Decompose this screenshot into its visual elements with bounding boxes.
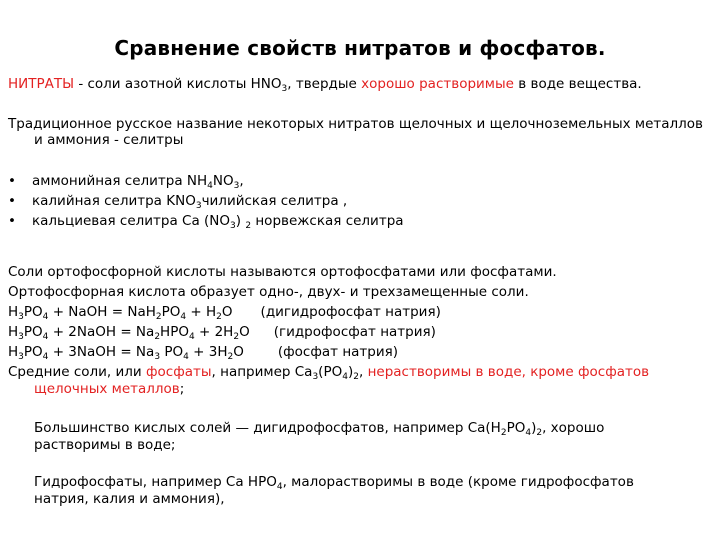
item-text: , — [239, 173, 244, 189]
eq-sub: 4 — [42, 352, 49, 362]
list-item — [8, 211, 404, 231]
eq-text: + 3H — [188, 344, 228, 360]
acid-sub: 4 — [525, 428, 532, 438]
eq-sub: 2 — [216, 312, 222, 322]
nitrates-text-2: , твердые — [287, 76, 362, 92]
eq-text: O — [221, 304, 233, 320]
medium-text: (PO — [318, 364, 343, 380]
equation-3 — [8, 342, 708, 362]
medium-salts-text — [8, 362, 708, 398]
acid-text: ) — [531, 420, 537, 436]
eq-sub: 2 — [155, 312, 162, 322]
eq-note: (дигидрофосфат натрия) — [260, 304, 441, 320]
bullet-icon: • — [8, 213, 16, 229]
eq-sub: 4 — [42, 332, 49, 342]
eq-sub: 3 — [18, 352, 24, 362]
eq-text: O — [233, 344, 244, 360]
medium-text: ; — [179, 381, 185, 397]
eq-text: PO — [161, 304, 181, 320]
phosphates-line-1: Соли ортофосфорной кислоты называются ортофосфатами или фосфатами. — [8, 264, 557, 280]
eq-sub: 3 — [18, 312, 24, 322]
nitrates-label: НИТРАТЫ — [8, 76, 75, 92]
phosphates-section — [8, 262, 708, 398]
nitrates-definition — [8, 76, 714, 92]
medium-sub: 4 — [342, 372, 348, 382]
medium-text: , — [358, 364, 368, 380]
eq-note: (гидрофосфат натрия) — [273, 324, 436, 340]
eq-text: + H — [186, 304, 217, 320]
hydrophosphates-text — [34, 474, 664, 508]
eq-sub: 3 — [154, 352, 161, 362]
item-text: ) — [235, 213, 246, 229]
phosphates-line-2: Ортофосфорная кислота образует одно-, двух- и трехзамещенные соли. — [8, 284, 529, 300]
medium-text: ) — [347, 364, 354, 380]
item-sub: 3 — [195, 201, 202, 211]
medium-highlight: нерастворимы в воде, кроме фосфатов щелочных металлов — [34, 364, 650, 397]
eq-text: PO — [23, 324, 43, 340]
traditional-name-text: Традиционное русское название некоторых нитратов щелочных и щелочноземельных металлов и аммония - селитры — [8, 116, 704, 148]
eq-sub: 4 — [183, 352, 189, 362]
acid-text: Гидрофосфаты, например Ca HPO — [34, 474, 277, 490]
eq-text: H — [8, 304, 19, 320]
acid-sub: 2 — [536, 428, 543, 438]
list-item — [8, 171, 404, 191]
item-sub: 2 — [245, 221, 252, 231]
acid-text: Большинство кислых солей — дигидрофосфатов, например Ca(H — [34, 420, 501, 436]
item-sub: 3 — [230, 221, 236, 231]
medium-sub: 3 — [312, 372, 319, 382]
eq-text: + NaOH = NaH — [48, 304, 156, 320]
medium-highlight: фосфаты — [145, 364, 212, 380]
item-sub: 3 — [233, 181, 240, 191]
medium-sub: 2 — [353, 372, 359, 382]
eq-sub: 2 — [154, 332, 161, 342]
medium-text: Средние соли, или — [8, 364, 146, 380]
bullet-icon: • — [8, 193, 16, 209]
medium-text: , например Ca — [211, 364, 313, 380]
acid-text: , хорошо растворимы в воде; — [34, 420, 605, 453]
eq-text: PO — [23, 304, 43, 320]
item-text: NO — [212, 173, 234, 189]
acid-sub: 2 — [500, 428, 507, 438]
equation-1 — [8, 302, 708, 322]
page-title: Сравнение свойств нитратов и фосфатов. — [114, 36, 606, 60]
acid-text: PO — [506, 420, 526, 436]
eq-text: PO — [160, 344, 184, 360]
item-text: кальциевая селитра Ca (NO — [32, 213, 231, 229]
bullet-icon: • — [8, 173, 16, 189]
eq-sub: 4 — [42, 312, 49, 322]
item-sub: 4 — [207, 181, 213, 191]
item-text: чилийская селитра , — [201, 193, 348, 209]
eq-text: HPO — [160, 324, 189, 340]
eq-text: H — [8, 324, 19, 340]
item-text: норвежская селитра — [251, 213, 404, 229]
saltpeter-list — [8, 171, 404, 231]
acid-sub: 4 — [276, 482, 283, 492]
eq-sub: 2 — [227, 352, 234, 362]
eq-sub: 2 — [233, 332, 240, 342]
nitrates-text-3: в воде вещества. — [513, 76, 642, 92]
eq-text: + 2NaOH = Na — [48, 324, 155, 340]
list-item — [8, 191, 404, 211]
eq-text: PO — [23, 344, 43, 360]
eq-sub: 4 — [188, 332, 195, 342]
nitrates-text-1: - соли азотной кислоты HNO — [74, 76, 282, 92]
item-text: калийная селитра KNO — [32, 193, 196, 209]
nitrates-subscript: 3 — [281, 84, 288, 94]
eq-sub: 3 — [18, 332, 24, 342]
eq-text: + 3NaOH = Na — [48, 344, 155, 360]
item-text: аммонийная селитра NH — [32, 173, 208, 189]
eq-sub: 4 — [180, 312, 187, 322]
eq-text: H — [8, 344, 19, 360]
eq-text: + 2H — [194, 324, 234, 340]
nitrates-highlight: хорошо растворимые — [361, 76, 514, 92]
eq-text: O — [239, 324, 250, 340]
acid-text: , малорастворимы в воде (кроме гидрофосфатов натрия, калия и аммония), — [34, 474, 634, 507]
eq-note: (фосфат натрия) — [277, 344, 399, 360]
equation-2 — [8, 322, 708, 342]
dihydrophosphates-text — [34, 420, 674, 454]
